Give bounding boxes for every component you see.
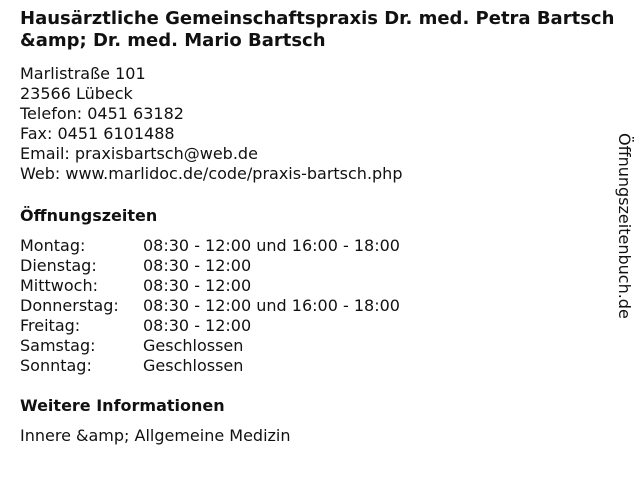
hours-row [20, 236, 400, 256]
day-hours: Geschlossen [143, 336, 244, 355]
day-hours: 08:30 - 12:00 [143, 256, 252, 275]
hours-row [20, 256, 400, 276]
hours-row [20, 336, 400, 356]
fax-line: Fax: 0451 6101488 [20, 124, 175, 143]
address-street: Marlistraße 101 [20, 64, 146, 83]
contact-block [20, 64, 620, 184]
brand-watermark: Öffnungszeitenbuch.de [615, 133, 634, 319]
hours-row [20, 276, 400, 296]
email-line: Email: praxisbartsch@web.de [20, 144, 258, 163]
day-hours: 08:30 - 12:00 und 16:00 - 18:00 [143, 296, 400, 315]
further-info-heading: Weitere Informationen [20, 396, 225, 415]
day-hours: 08:30 - 12:00 und 16:00 - 18:00 [143, 236, 400, 255]
day-hours: 08:30 - 12:00 [143, 276, 252, 295]
day-label: Sonntag: [20, 356, 92, 375]
day-label: Montag: [20, 236, 86, 255]
day-label: Donnerstag: [20, 296, 119, 315]
hours-row [20, 316, 400, 336]
web-line: Web: www.marlidoc.de/code/praxis-bartsch.php [20, 164, 403, 183]
day-label: Mittwoch: [20, 276, 98, 295]
address-city: 23566 Lübeck [20, 84, 133, 103]
hours-row [20, 296, 400, 316]
opening-hours-heading: Öffnungszeiten [20, 206, 158, 225]
opening-hours-table [20, 236, 400, 376]
day-label: Dienstag: [20, 256, 97, 275]
further-info-text: Innere &amp; Allgemeine Medizin [20, 426, 291, 445]
day-hours: Geschlossen [143, 356, 244, 375]
day-hours: 08:30 - 12:00 [143, 316, 252, 335]
practice-name: Hausärztliche Gemeinschaftspraxis Dr. med. Petra Bartsch &amp; Dr. med. Mario Bartsch [20, 8, 615, 51]
phone-line: Telefon: 0451 63182 [20, 104, 184, 123]
practice-card [20, 8, 620, 446]
day-label: Freitag: [20, 316, 81, 335]
hours-row [20, 356, 400, 376]
day-label: Samstag: [20, 336, 96, 355]
